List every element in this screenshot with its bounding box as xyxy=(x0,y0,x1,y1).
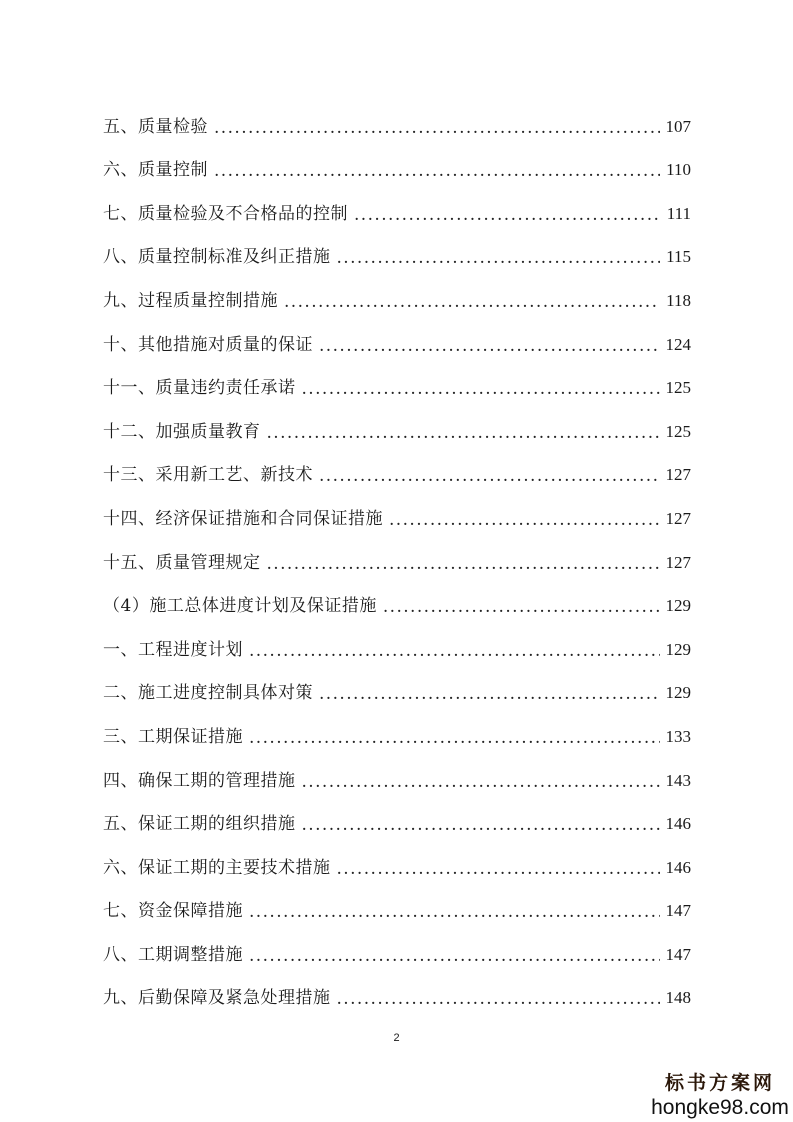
toc-dot-leader xyxy=(302,817,660,834)
toc-dot-leader xyxy=(249,730,660,747)
toc-entry-title: 十二、加强质量教育 xyxy=(103,421,261,442)
toc-entry-page: 118 xyxy=(666,290,691,310)
toc-entry-page: 146 xyxy=(665,857,691,877)
toc-entry[interactable] xyxy=(103,837,691,881)
toc-entry-title: 九、后勤保障及紧急处理措施 xyxy=(103,988,331,1009)
toc-entry[interactable] xyxy=(103,532,691,576)
toc-entry-title: 六、保证工期的主要技术措施 xyxy=(103,857,331,878)
toc-dot-leader xyxy=(319,338,660,355)
toc-entry[interactable] xyxy=(103,227,691,271)
toc-entry-title: 十三、采用新工艺、新技术 xyxy=(103,465,313,486)
toc-entry-title: 七、质量检验及不合格品的控制 xyxy=(103,203,348,224)
toc-entry-title: 一、工程进度计划 xyxy=(103,639,243,660)
toc-entry[interactable] xyxy=(103,881,691,925)
toc-entry[interactable] xyxy=(103,401,691,445)
toc-dot-leader xyxy=(267,556,660,573)
toc-entry-title: 六、质量控制 xyxy=(103,160,208,181)
toc-entry-title: 八、质量控制标准及纠正措施 xyxy=(103,247,331,268)
toc-dot-leader xyxy=(249,904,660,921)
toc-entry[interactable] xyxy=(103,488,691,532)
watermark-url: hongke98.com xyxy=(651,1096,789,1119)
toc-entry[interactable] xyxy=(103,140,691,184)
toc-entry[interactable] xyxy=(103,924,691,968)
toc-dot-leader xyxy=(389,512,660,529)
toc-entry-title: 十五、质量管理规定 xyxy=(103,552,261,573)
toc-dot-leader xyxy=(284,294,660,311)
toc-dot-leader xyxy=(267,425,660,442)
toc-entry-page: 127 xyxy=(665,552,691,572)
toc-entry[interactable] xyxy=(103,706,691,750)
page-number: 2 xyxy=(393,1032,400,1044)
toc-entry-title: （4）施工总体进度计划及保证措施 xyxy=(103,596,377,617)
toc-entry-page: 133 xyxy=(665,726,691,746)
toc-entry-page: 107 xyxy=(665,116,691,136)
toc-entry-title: 十一、质量违约责任承诺 xyxy=(103,378,296,399)
toc-entry[interactable] xyxy=(103,183,691,227)
toc-entry-page: 146 xyxy=(665,814,691,834)
toc-entry-page: 111 xyxy=(666,203,691,223)
toc-entry[interactable] xyxy=(103,750,691,794)
toc-entry-page: 148 xyxy=(665,988,691,1008)
toc-entry-page: 129 xyxy=(665,683,691,703)
toc-entry[interactable] xyxy=(103,445,691,489)
toc-dot-leader xyxy=(319,686,660,703)
toc-entry-page: 129 xyxy=(665,639,691,659)
toc-entry[interactable] xyxy=(103,314,691,358)
toc-entry-title: 十四、经济保证措施和合同保证措施 xyxy=(103,508,383,529)
toc-entry[interactable] xyxy=(103,663,691,707)
toc-dot-leader xyxy=(337,861,660,878)
toc-entry-page: 115 xyxy=(666,247,691,267)
toc-entry[interactable] xyxy=(103,794,691,838)
toc-entry-title: 二、施工进度控制具体对策 xyxy=(103,683,313,704)
toc-dot-leader xyxy=(337,991,660,1008)
toc-entry[interactable] xyxy=(103,619,691,663)
toc-dot-leader xyxy=(214,163,660,180)
toc-dot-leader xyxy=(214,120,660,137)
toc-entry-title: 九、过程质量控制措施 xyxy=(103,290,278,311)
toc-dot-leader xyxy=(249,948,660,965)
toc-entry-title: 四、确保工期的管理措施 xyxy=(103,770,296,791)
toc-entry-title: 五、保证工期的组织措施 xyxy=(103,814,296,835)
toc-entry[interactable] xyxy=(103,270,691,314)
toc-entry-page: 143 xyxy=(665,770,691,790)
toc-entry[interactable] xyxy=(103,576,691,620)
toc-entry-page: 124 xyxy=(665,334,691,354)
toc-dot-leader xyxy=(302,774,660,791)
toc-dot-leader xyxy=(249,643,660,660)
toc-dot-leader xyxy=(354,207,661,224)
toc-dot-leader xyxy=(302,381,660,398)
toc-entry-page: 125 xyxy=(665,378,691,398)
toc-entry-title: 五、质量检验 xyxy=(103,116,208,137)
watermark-site-name: 标书方案网 xyxy=(664,1072,775,1094)
toc-entry[interactable] xyxy=(103,968,691,1012)
toc-entry-title: 八、工期调整措施 xyxy=(103,944,243,965)
toc-entry-page: 127 xyxy=(665,465,691,485)
table-of-contents xyxy=(103,96,691,1011)
toc-entry[interactable] xyxy=(103,96,691,140)
toc-entry[interactable] xyxy=(103,358,691,402)
toc-dot-leader xyxy=(319,468,660,485)
toc-entry-page: 127 xyxy=(665,508,691,528)
toc-entry-title: 三、工期保证措施 xyxy=(103,726,243,747)
toc-dot-leader xyxy=(383,599,660,616)
toc-entry-page: 110 xyxy=(666,160,691,180)
toc-entry-page: 129 xyxy=(665,596,691,616)
toc-entry-page: 147 xyxy=(665,944,691,964)
toc-entry-page: 125 xyxy=(665,421,691,441)
toc-entry-title: 十、其他措施对质量的保证 xyxy=(103,334,313,355)
toc-dot-leader xyxy=(337,250,661,267)
toc-entry-title: 七、资金保障措施 xyxy=(103,901,243,922)
watermark xyxy=(650,1068,790,1120)
toc-entry-page: 147 xyxy=(665,901,691,921)
